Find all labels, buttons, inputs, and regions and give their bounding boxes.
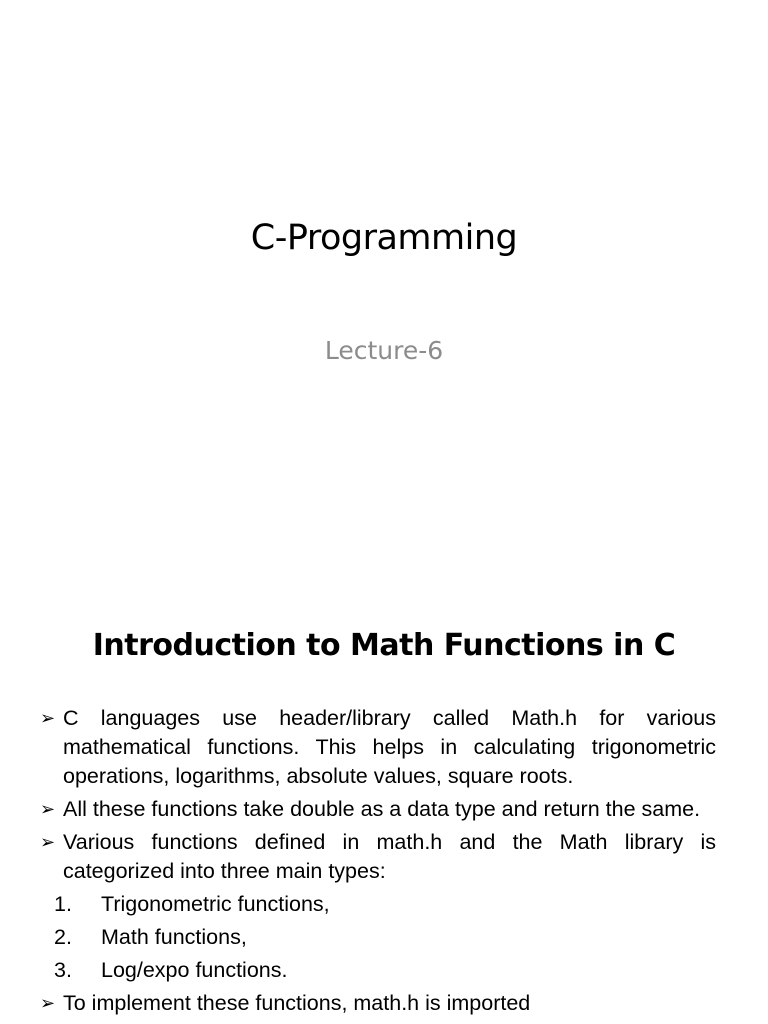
arrow-bullet-icon: ➢ xyxy=(40,799,56,819)
arrow-bullet-icon: ➢ xyxy=(40,993,56,1013)
list-item-text: Trigonometric functions, xyxy=(101,892,330,916)
content-slide xyxy=(0,576,768,1024)
slide-title: C-Programming xyxy=(250,218,518,258)
list-item xyxy=(40,704,716,791)
list-number: 1. xyxy=(54,892,72,916)
list-number: 3. xyxy=(54,958,72,982)
list-item-text: Math functions, xyxy=(101,925,247,949)
arrow-bullet-icon: ➢ xyxy=(40,708,56,728)
slide-subtitle: Lecture-6 xyxy=(324,336,444,365)
bullet-text: C languages use header/library called Math.h for various mathematical functions. This helps in calculating trigonometric operations, logarithms, absolute values, square roots. xyxy=(63,706,716,788)
list-number: 2. xyxy=(54,925,72,949)
numbered-list-wrapper xyxy=(40,890,716,985)
list-item xyxy=(40,956,716,985)
list-item xyxy=(40,890,716,919)
arrow-bullet-icon: ➢ xyxy=(40,832,56,852)
slide-heading: Introduction to Math Functions in C xyxy=(92,628,676,663)
bullet-list xyxy=(40,704,716,1022)
numbered-list xyxy=(40,890,716,985)
list-item xyxy=(40,989,716,1018)
list-item xyxy=(40,828,716,886)
list-item xyxy=(40,923,716,952)
bullet-text: Various functions defined in math.h and the Math library is categorized into three main types: xyxy=(63,830,716,883)
list-item-text: Log/expo functions. xyxy=(101,958,288,982)
bullet-text: All these functions take double as a data type and return the same. xyxy=(63,797,701,821)
list-item xyxy=(40,795,716,824)
bullet-text: To implement these functions, math.h is imported xyxy=(63,991,531,1015)
